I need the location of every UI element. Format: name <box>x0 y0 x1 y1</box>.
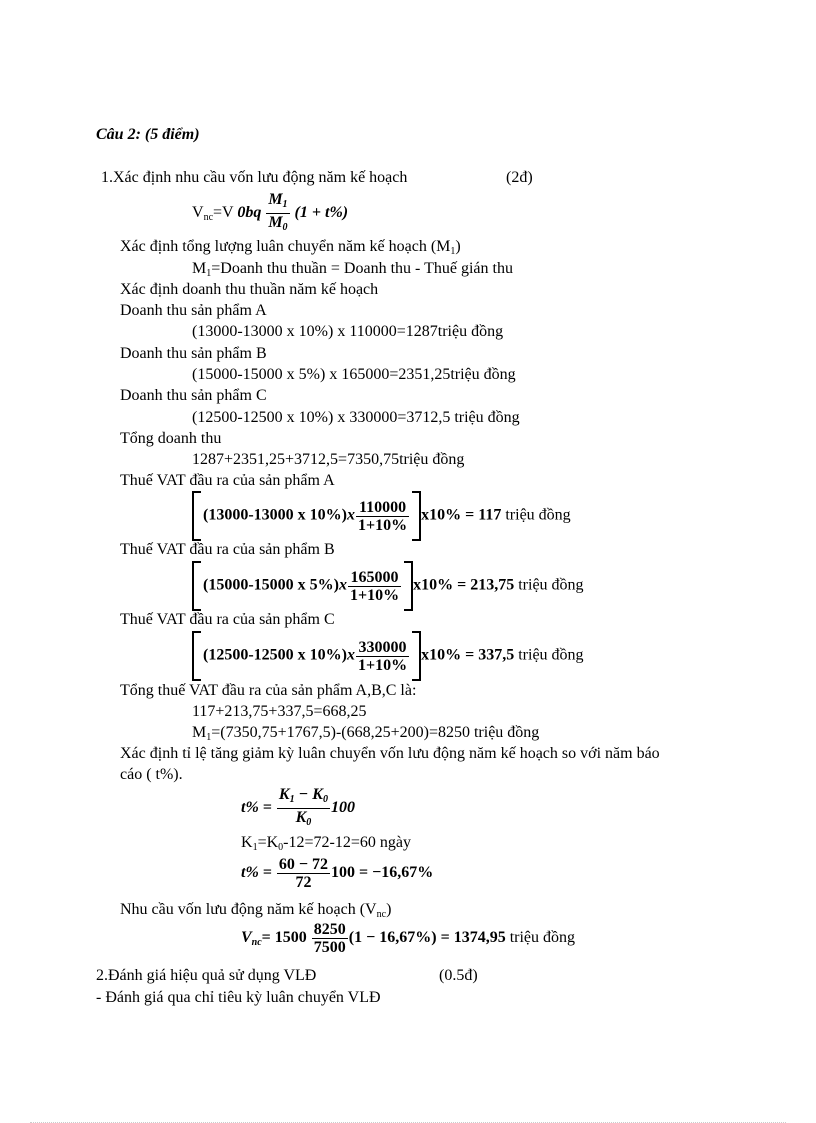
formula-vnc-value: $V_{nc}= 1500$ $\frac{8250}{7500}$ (1 − 16,67%) = 1374,95 triệu đồng <box>241 921 576 956</box>
line-vat-a: Thuế VAT đầu ra của sản phẩm A <box>120 472 335 489</box>
formula-vat-a: (13000-13000 x 10%)x $\frac{110000}{1+10\%}$ x10% = 117 triệu đồng <box>192 491 571 541</box>
question-heading: Câu 2: (5 điểm) <box>96 126 200 143</box>
formula-t-percent: t% = $\frac{K_1 - K_0}{K_0}$ 100 <box>241 786 355 828</box>
line-m1-definition: $M_1=Doanh$ thu thuần = Doanh thu - Thuế gián thu <box>192 260 513 279</box>
line-evaluation: - Đánh giá qua chỉ tiêu kỳ luân chuyển VLĐ <box>96 989 381 1006</box>
formula-vat-c: (12500-12500 x 10%)x $\frac{330000}{1+10\%}$ x10% = 337,5 triệu đồng <box>192 631 584 681</box>
line-total-revenue: Tổng doanh thu <box>120 430 222 447</box>
line-revenue-a-calc: (13000-13000 x 10%) x 110000=1287triệu đồng <box>192 323 504 340</box>
section-1-title: 1.Xác định nhu cầu vốn lưu động năm kế hoạch <box>101 169 408 186</box>
line-vnc-intro: Nhu cầu vốn lưu động năm kế hoạch $(V_{nc})$ <box>120 901 392 920</box>
line-net-revenue: Xác định doanh thu thuần năm kế hoạch <box>120 281 379 298</box>
line-revenue-a: Doanh thu sản phẩm A <box>120 302 267 319</box>
formula-vat-b: (15000-15000 x 5%)x $\frac{165000}{1+10\%}$ x10% = 213,75 triệu đồng <box>192 561 584 611</box>
line-m1-intro: Xác định tổng lượng luân chuyển năm kế hoạch $(M_1)$ <box>120 238 461 257</box>
section-2-title: 2.Đánh giá hiệu quả sử dụng VLĐ <box>96 967 317 984</box>
line-total-vat-calc: 117+213,75+337,5=668,25 <box>192 703 367 720</box>
line-revenue-b-calc: (15000-15000 x 5%) x 165000=2351,25triệu đồng <box>192 366 516 383</box>
line-vat-c: Thuế VAT đầu ra của sản phẩm C <box>120 611 335 628</box>
line-vat-b: Thuế VAT đầu ra của sản phẩm B <box>120 541 335 558</box>
line-revenue-b: Doanh thu sản phẩm B <box>120 345 267 362</box>
formula-t-percent-value: t% = $\frac{60 - 72}{72}$ 100 = −16,67% <box>241 856 434 891</box>
line-k1: $K_1=K_0-12=72-12=60$ ngày <box>241 834 411 853</box>
section-1-points: (2đ) <box>506 169 533 186</box>
line-m1-calc: $M_1=(7350,75+1767,5)-(668,25+200)=8250$ triệu đồng <box>192 724 540 743</box>
section-2-points: (0.5đ) <box>439 967 478 984</box>
line-turnover-rate-1: Xác định tỉ lệ tăng giảm kỳ luân chuyển vốn lưu động năm kế hoạch so với năm báo <box>120 745 660 762</box>
line-total-vat: Tổng thuế VAT đầu ra của sản phẩm A,B,C là: <box>120 682 417 699</box>
line-revenue-c: Doanh thu sản phẩm C <box>120 387 267 404</box>
line-turnover-rate-2: cáo ( t%). <box>120 766 183 783</box>
line-total-revenue-calc: 1287+2351,25+3712,5=7350,75triệu đồng <box>192 451 465 468</box>
line-revenue-c-calc: (12500-12500 x 10%) x 330000=3712,5 triệu đồng <box>192 409 520 426</box>
formula-vnc: $V_{nc}=V$ 0bq $\frac{M_1}{M_0}$ (1 + t%) <box>192 191 349 233</box>
